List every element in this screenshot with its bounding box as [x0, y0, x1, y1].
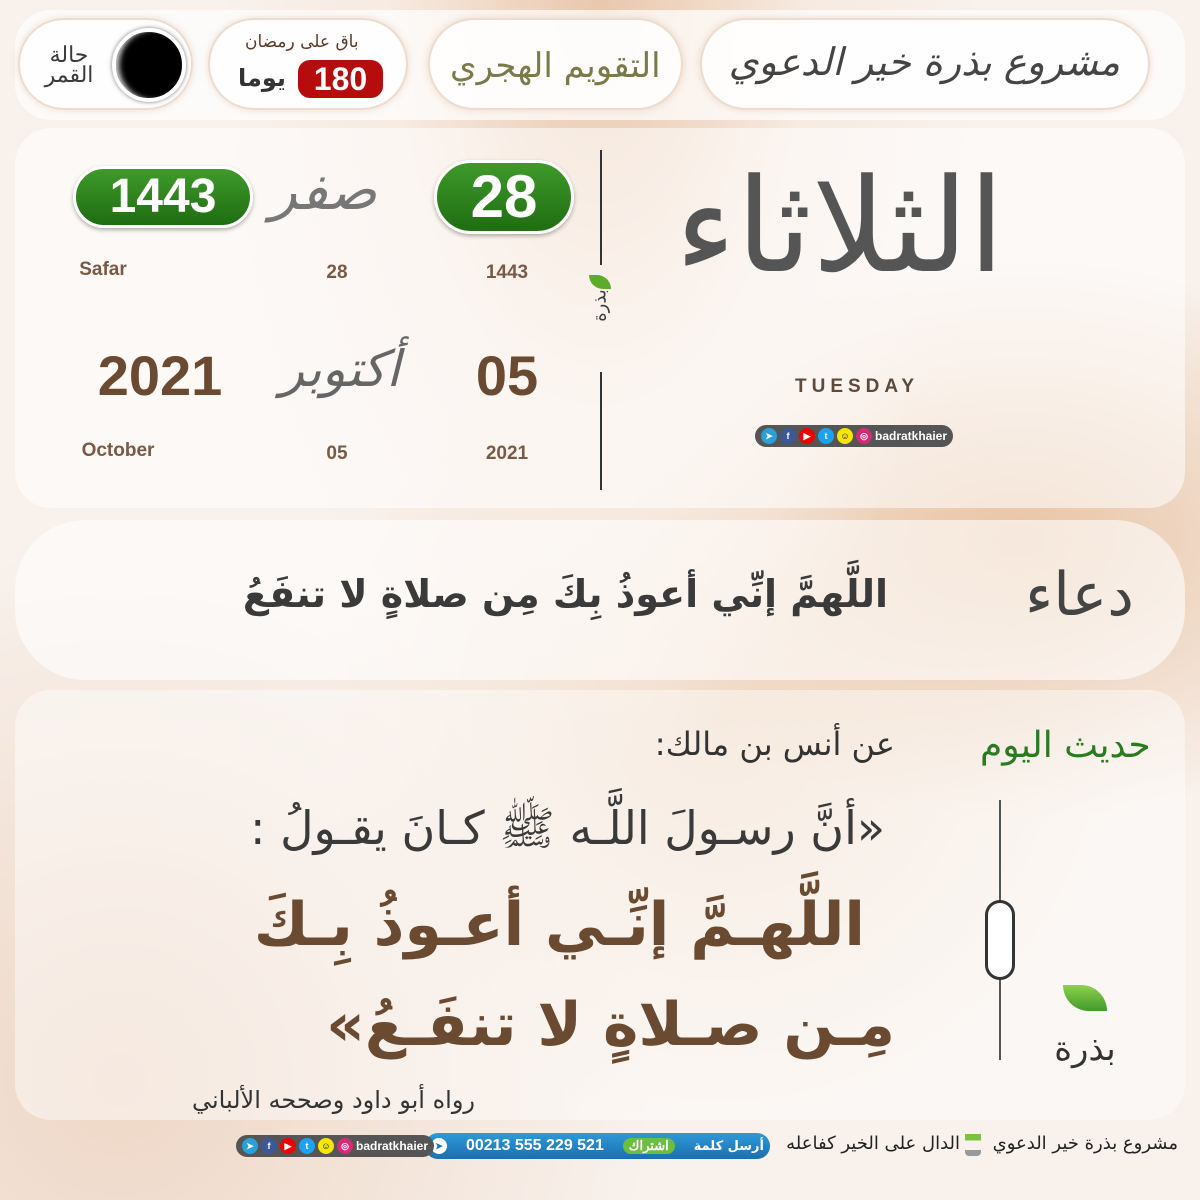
calendar-title-pill	[428, 18, 683, 110]
twitter-icon[interactable]: t	[299, 1138, 315, 1154]
hijri-day-label: 28	[326, 262, 348, 283]
gregorian-year: 2021	[97, 344, 223, 407]
youtube-icon[interactable]: ▶	[280, 1138, 296, 1154]
gregorian-month-label: October	[81, 440, 155, 461]
snapchat-icon[interactable]: ☺	[318, 1138, 334, 1154]
snapchat-icon[interactable]: ☺	[837, 428, 853, 444]
days-word: يوما	[238, 64, 286, 92]
footer-motto: الدال على الخير كفاعله	[786, 1133, 960, 1154]
hijri-year-label: 1443	[485, 262, 529, 283]
youtube-icon[interactable]: ▶	[799, 428, 815, 444]
ramadan-label: باق على رمضان	[245, 32, 359, 52]
project-title-pill	[700, 18, 1150, 110]
telegram-icon[interactable]: ➤	[761, 428, 777, 444]
hadith-title: حديث اليوم	[980, 725, 1151, 766]
dua-title: دعاء	[1025, 560, 1135, 630]
moon-phase	[18, 18, 193, 110]
instagram-icon[interactable]: ◎	[856, 428, 872, 444]
project-logo-text: بذرة	[1054, 1029, 1116, 1069]
hijri-year-badge: 1443	[73, 166, 253, 228]
telegram-icon[interactable]: ➤	[431, 1138, 447, 1154]
hadith-line-1: «أنَّ رسـولَ اللَّـه ﷺ كـانَ يقـولُ :	[250, 801, 885, 855]
hadith-line-2: اللَّهـمَّ إنِّـي أعـوذُ بِـكَ	[253, 890, 865, 960]
footer-social-handle[interactable]: badratkhaier	[356, 1139, 429, 1153]
gregorian-year-label: 2021	[485, 443, 529, 464]
social-bar[interactable]	[755, 425, 953, 447]
instagram-icon[interactable]: ◎	[337, 1138, 353, 1154]
send-word-label: أرسل كلمة	[693, 1138, 764, 1154]
divider-bottom	[600, 372, 602, 490]
facebook-icon[interactable]: f	[261, 1138, 277, 1154]
project-title: مشروع بذرة خير الدعوي	[728, 40, 1120, 84]
twitter-icon[interactable]: t	[818, 428, 834, 444]
logo-text: بذرة	[589, 289, 611, 322]
facebook-icon[interactable]: f	[780, 428, 796, 444]
logo-icon	[572, 275, 628, 365]
gregorian-month: أكتوبر	[280, 340, 401, 398]
weekday-arabic: الثلاثاء	[675, 150, 1005, 302]
ornament-icon	[985, 900, 1015, 980]
gregorian-day-label: 05	[326, 443, 348, 464]
subscribe-keyword: اشتراك	[623, 1138, 675, 1154]
ramadan-countdown	[208, 18, 408, 110]
ramadan-days-badge: 180	[298, 60, 383, 98]
divider-top	[600, 150, 602, 265]
hadith-narrator: عن أنس بن مالك:	[654, 725, 895, 763]
subscribe-bar[interactable]	[425, 1133, 770, 1159]
footer-slogan: مشروع بذرة خير الدعوي	[992, 1133, 1178, 1154]
phone-number[interactable]: 00213 555 229 521	[465, 1137, 604, 1154]
hijri-month-label: Safar	[79, 259, 127, 280]
moon-icon	[112, 28, 186, 102]
social-handle[interactable]: badratkhaier	[875, 429, 948, 443]
hadith-line-3: مِـن صـلاةٍ لا تنفَـعُ»	[326, 990, 895, 1060]
footer-social-bar[interactable]	[236, 1135, 434, 1157]
hijri-day-badge: 28	[434, 160, 574, 234]
hijri-month: صفر	[270, 158, 377, 223]
seedling-icon	[965, 1134, 981, 1156]
telegram-icon[interactable]: ➤	[242, 1138, 258, 1154]
weekday-english: TUESDAY	[795, 376, 920, 397]
hadith-source: رواه أبو داود وصححه الألباني	[191, 1086, 475, 1114]
gregorian-day: 05	[475, 344, 539, 407]
dua-text: اللَّهمَّ إنِّي أعوذُ بِكَ مِن صلاةٍ لا تنفَعُ	[242, 572, 888, 616]
moon-label: حالة القمر	[44, 43, 94, 88]
calendar-title: التقويم الهجري	[450, 46, 661, 86]
project-logo	[1045, 985, 1125, 1110]
